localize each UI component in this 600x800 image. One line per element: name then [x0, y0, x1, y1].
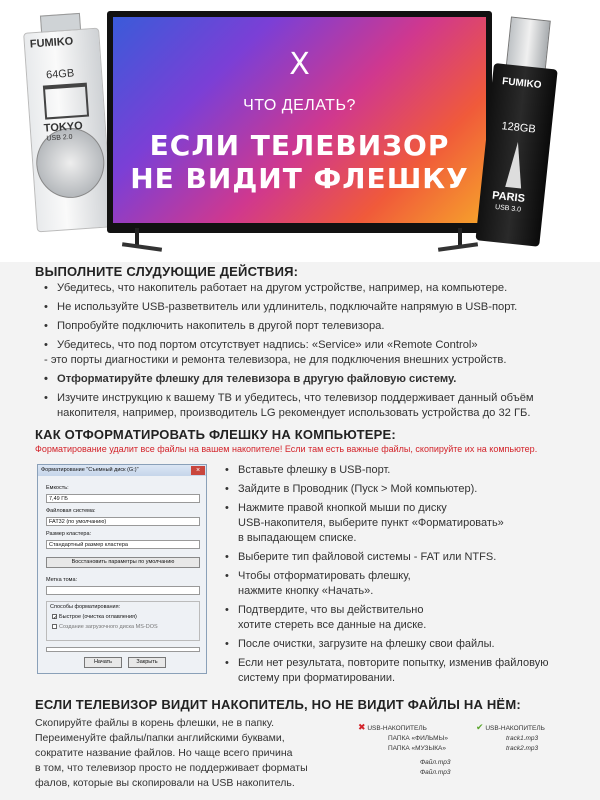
good-file1: track1.mp3 [506, 735, 539, 742]
section1-list [44, 281, 584, 421]
list-item-text: • Нажмите правой кнопкой мыши по диску [238, 502, 447, 514]
text-line: фалов, которые вы скопировали на USB накопитель. [35, 777, 295, 789]
hero-banner [0, 0, 600, 262]
capacity-select[interactable]: 7,49 ГБ [46, 494, 200, 503]
capacity-label: Емкость: [46, 485, 69, 491]
msdos-option [52, 624, 158, 630]
warning-text: Форматирование удалит все файлы на вашем накопителе! Если там есть важные файлы, скопируйте их на компьютер. [35, 444, 538, 454]
bad-structure [358, 722, 468, 778]
list-item: • Вставьте флешку в USB-порт. [225, 463, 585, 478]
usb-drive-left-image [22, 14, 114, 247]
list-item: • Убедитесь, что накопитель работает на другом устройстве, например, на компьютере. [44, 281, 584, 296]
list-item-text-cont: систему при форматировании. [238, 672, 396, 684]
list-item: • Попробуйте подключить накопитель в другой порт телевизора. [44, 319, 584, 334]
list-item-text-cont: накопителя, например, производитель LG рекомендует использовать устройства до 32 ГБ. [57, 407, 531, 419]
hero-headline-line2: НЕ ВИДИТ ФЛЕШКУ [130, 162, 469, 195]
list-item: • Выберите тип файловой системы - FAT или NTFS. [225, 550, 585, 565]
msdos-label: Создание загрузочного диска MS-DOS [59, 624, 158, 630]
quick-format-label: Быстрое (очистка оглавления) [59, 614, 137, 620]
hero-headline [113, 129, 486, 195]
section3-heading: ЕСЛИ ТЕЛЕВИЗОР ВИДИТ НАКОПИТЕЛЬ, НО НЕ ВИДИТ ФАЙЛЫ НА НЁМ: [35, 697, 521, 712]
check-icon: ✔ [476, 722, 484, 732]
text-line: Скопируйте файлы в корень флешки, не в папку. [35, 717, 274, 729]
good-structure [476, 722, 576, 754]
usb-right-city: PARIS [491, 189, 526, 205]
list-item [44, 391, 584, 421]
list-item-text-cont: хотите стереть все данные на диске. [238, 619, 427, 631]
list-item: • Отформатируйте флешку для телевизора в другую файловую систему. [44, 372, 584, 387]
bad-file1: Файл.mp3 [420, 759, 451, 766]
tv-foot-left [122, 242, 162, 252]
fs-label: Файловая система: [46, 508, 96, 514]
quick-format-checkbox[interactable]: ✓ [53, 615, 58, 622]
section3-text [35, 716, 345, 791]
usb-left-brand: FUMIKO [29, 35, 74, 51]
hero-headline-line1: ЕСЛИ ТЕЛЕВИЗОР [149, 129, 450, 162]
bad-root: USB-НАКОПИТЕЛЬ [367, 725, 427, 732]
list-item-text: • Подтвердите, что вы действительно [238, 604, 424, 616]
usb-right-capacity: 128GB [500, 120, 537, 136]
cluster-label: Размер кластера: [46, 531, 92, 537]
usb-right-brand: FUMIKO [501, 75, 543, 92]
cluster-select[interactable]: Стандартный размер кластера [46, 540, 200, 549]
usb-left-city: TOKYO [43, 119, 84, 135]
fs-select[interactable]: FAT32 (по умолчанию) [46, 517, 200, 526]
restore-defaults-button[interactable]: Восстановить параметры по умолчанию [46, 557, 200, 568]
bad-file2: Файл.mp3 [420, 769, 451, 776]
hero-question: ЧТО ДЕЛАТЬ? [243, 97, 356, 114]
list-item-text: • Если нет результата, повторите попытку, изменив файловую [238, 657, 549, 669]
text-line: сократите название файлов. Но чаще всего причина [35, 747, 293, 759]
format-dialog [37, 464, 207, 674]
cross-icon: ✖ [358, 722, 366, 732]
volume-input[interactable] [46, 586, 200, 595]
list-item [225, 656, 585, 686]
list-item [225, 501, 585, 546]
good-file2: track2.mp3 [506, 745, 539, 752]
methods-label: Способы форматирования: [50, 604, 121, 610]
list-item: • После очистки, загрузите на флешку свои файлы. [225, 637, 585, 652]
usb-right-version: USB 3.0 [494, 203, 522, 214]
format-methods-group [46, 601, 200, 641]
list-item-text-cont: - это порты диагностики и ремонта телевизора, не для подключения внешних устройств. [44, 354, 507, 366]
close-icon[interactable]: × [191, 466, 205, 475]
tv-image [107, 11, 492, 233]
section2-steps [225, 463, 585, 686]
list-item [44, 338, 584, 368]
bad-folder1: ПАПКА «ФИЛЬМЫ» [388, 735, 448, 742]
good-root: USB-НАКОПИТЕЛЬ [485, 725, 545, 732]
volume-label: Метка тома: [46, 577, 78, 583]
progress-bar [46, 647, 200, 652]
msdos-checkbox [52, 624, 57, 629]
tv-screen [113, 17, 486, 223]
usb-left-capacity: 64GB [45, 67, 75, 82]
usb-left-version: USB 2.0 [46, 133, 73, 143]
list-item-text: • Изучите инструкцию к вашему ТВ и убедитесь, что телевизор поддерживает данный объём [57, 392, 534, 404]
close-button[interactable]: Закрыть [128, 657, 166, 668]
list-item-text-cont: нажмите кнопку «Начать». [238, 585, 374, 597]
list-item-text-cont: в выпадающем списке. [238, 532, 357, 544]
list-item-text-cont: USB-накопителя, выберите пункт «Форматировать» [238, 517, 504, 529]
start-button[interactable]: Начать [84, 657, 122, 668]
text-line: Переименуйте файлы/папки английскими буквами, [35, 732, 285, 744]
x-mark: X [289, 47, 310, 82]
torii-gate-icon [43, 83, 89, 120]
list-item [225, 603, 585, 633]
text-line: в том, что телевизор просто не поддерживает форматы [35, 762, 308, 774]
list-item: • Не используйте USB-разветвитель или удлинитель, подключайте напрямую в USB-порт. [44, 300, 584, 315]
list-item-text: • Чтобы отформатировать флешку, [238, 570, 411, 582]
section2-heading: КАК ОТФОРМАТИРОВАТЬ ФЛЕШКУ НА КОМПЬЮТЕРЕ: [35, 427, 396, 442]
quick-format-option[interactable] [52, 614, 137, 620]
list-item: • Зайдите в Проводник (Пуск > Мой компьютер). [225, 482, 585, 497]
dialog-title: Форматирование "Съемный диск (G:)" [38, 465, 206, 476]
bad-folder2: ПАПКА «МУЗЫКА» [388, 745, 446, 752]
list-item [225, 569, 585, 599]
list-item-text: • Убедитесь, что под портом отсутствует надпись: «Service» или «Remote Control» [57, 339, 478, 351]
section1-heading: ВЫПОЛНИТЕ СЛУДУЮЩИЕ ДЕЙСТВИЯ: [35, 264, 299, 279]
